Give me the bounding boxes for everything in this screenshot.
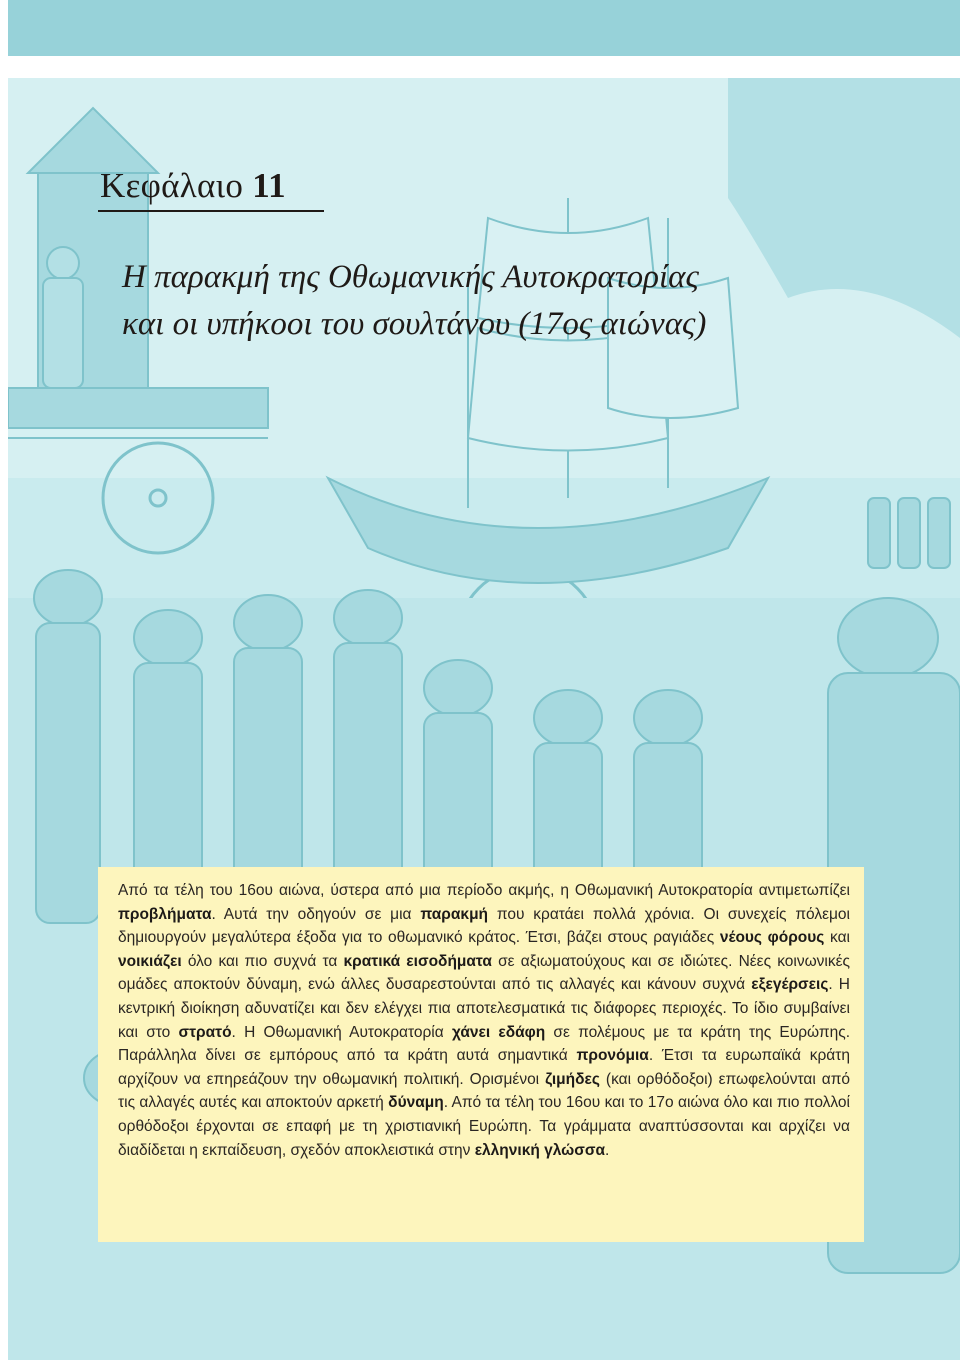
- chapter-label: Κεφάλαιο: [100, 166, 244, 205]
- text-segment: όλο και πιο συχνά τα: [181, 952, 344, 970]
- text-segment: . Αυτά την οδηγούν σε μια: [211, 905, 421, 923]
- key-term: ελληνική γλώσσα: [474, 1141, 605, 1159]
- text-segment: που κρατάει πολλά χρόνια. Οι συνεχείς πόλεμοι δημιουργούν μεγαλύτερα έξοδα για το οθωμανικό κράτος. Έτσι, βάζει στους ραγιάδες: [118, 905, 850, 947]
- text-segment: και: [824, 929, 850, 947]
- key-term: παρακμή: [420, 905, 489, 923]
- text-segment: . Η Οθωμανική Αυτοκρατορία: [231, 1023, 452, 1041]
- text-segment: Από τα τέλη του 16ου αιώνα, ύστερα από μια περίοδο ακμής, η Οθωμανική Αυτοκρατορία αντιμετωπίζει: [118, 882, 850, 899]
- key-term: χάνει εδάφη: [451, 1023, 546, 1041]
- text-segment: . Από τα τέλη του 16ου και το 17ο αιώνα όλο και πιο πολλοί ορθόδοξοι έρχονται σε επαφή με τη χριστιανική Ευρώπη. Τα γράμματα αναπτύσσονται και αρχίζει να διαδίδεται η εκπαίδευση, σχεδόν αποκλειστικά στην: [118, 1094, 850, 1159]
- text-segment: σε πολέμους με τα κράτη της Ευρώπης. Παράλληλα δίνει σε εμπόρους από τα κράτη αυτά σημαντικά: [118, 1023, 851, 1065]
- text-segment: . Η κεντρική διοίκηση αδυνατίζει και δεν ελέγχει πια αποτελεσματικά τις διάφορες περιοχές. Το ίδιο συμβαίνει και στο: [118, 976, 850, 1041]
- key-term: νέους φόρους: [719, 929, 825, 947]
- intro-text-box: [98, 867, 864, 1242]
- intro-paragraph: [118, 879, 850, 1162]
- chapter-title: [122, 254, 882, 348]
- soldiers-illustration: [868, 498, 950, 568]
- chapter-title-line1: Η παρακμή της Οθωμανικής Αυτοκρατορίας: [122, 259, 699, 295]
- text-segment: .: [605, 1141, 610, 1159]
- key-term: ζιμήδες: [545, 1070, 600, 1088]
- chapter-underline: [98, 210, 324, 212]
- chapter-heading: [100, 166, 286, 206]
- text-segment: . Έτσι τα ευρωπαϊκά κράτη αρχίζουν να επηρεάζουν την οθωμανική πολιτική. Ορισμένοι: [118, 1047, 850, 1088]
- text-segment: (και ορθόδοξοι) επωφελούνται από τις αλλαγές αυτές και αποκτούν αρκετή: [118, 1070, 851, 1112]
- key-term: κρατικά εισοδήματα: [343, 952, 492, 970]
- key-term: εξεγέρσεις: [751, 976, 829, 994]
- text-segment: σε αξιωματούχους και σε ιδιώτες. Νέες κοινωνικές ομάδες αποκτούν δύναμη, ενώ άλλες δυσαρεστούνται από τις αλλαγές και κάνουν συχνά: [118, 952, 850, 994]
- key-term: νοικιάζει: [118, 952, 182, 970]
- key-term: στρατό: [178, 1023, 232, 1041]
- key-term: προνόμια: [576, 1047, 649, 1065]
- key-term: προβλήματα: [118, 905, 212, 923]
- chapter-title-line2: και οι υπήκοοι του σουλτάνου (17ος αιώνας): [122, 306, 707, 342]
- figure-illustration: [43, 247, 83, 388]
- top-color-bar: [8, 0, 960, 56]
- key-term: δύναμη: [388, 1094, 444, 1112]
- chapter-number: 11: [252, 166, 286, 205]
